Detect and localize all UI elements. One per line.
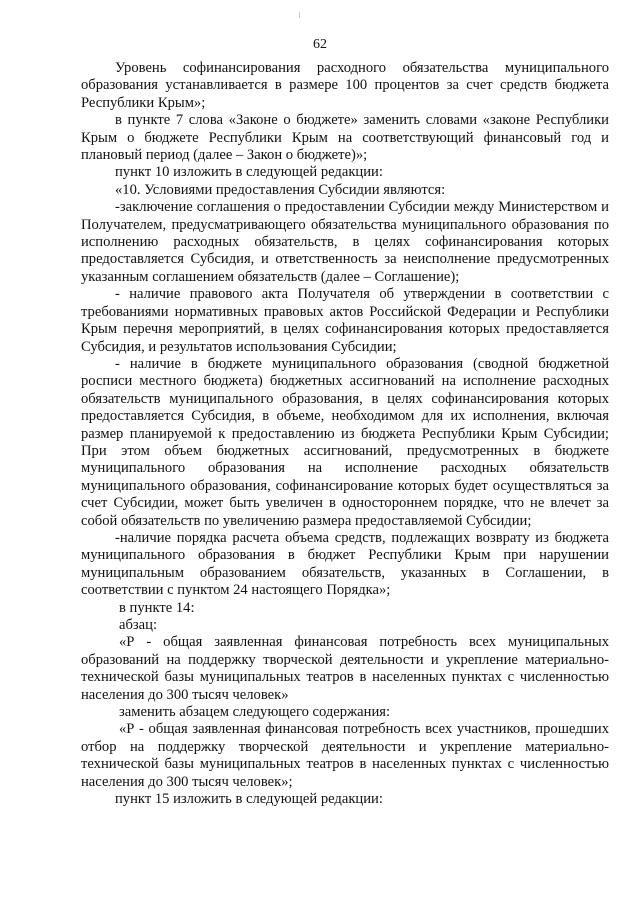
paragraph-replace-intro: заменить абзацем следующего содержания: (119, 704, 391, 721)
paragraph-new-formula-text: «Р - общая заявленная финансовая потребность всех участников, прошедших отбор на поддержку творческой деятельности и укрепление материально-технической базы муниципальных театров в населенных пунктах с численностью населения до 300 тысяч человек»; (81, 721, 609, 790)
paragraph-refund-condition: -наличие порядка расчета объема средств, подлежащих возврату из бюджета муниципального образования в бюджет Республики Крым при нарушении муниципальным образованием обязательств, указанных в Соглашении, в соответствии с пунктом 24 настоящего Порядка»; (81, 529, 609, 599)
paragraph-legal-act-condition: - наличие правового акта Получателя об утверждении в соответствии с требованиями нормативных правовых актов Российской Федерации и Республики Крым перечня мероприятий, в целях софинансирования которых предоставляется Субсидия, и результатов использования Субсидии; (81, 286, 609, 355)
paragraph-agreement-condition: -заключение соглашения о предоставлении Субсидии между Министерством и Получателем, предусматривающего обязательства муниципального образования по исполнению расходных обязательств, в целях софинансирования которых предоставляется Субсидия, и ответственность за неисполнение предусмотренных указанным соглашением обязательств (далее – Соглашение); (81, 199, 609, 285)
paragraph-conditions-heading: «10. Условиями предоставления Субсидии являются: (115, 181, 446, 198)
paragraph-budget-condition: - наличие в бюджете муниципального образования (сводной бюджетной росписи местного бюджета) бюджетных ассигнований на исполнение расходных обязательств муниципального образования, в целях софинансирования которых предоставляется Субсидия, в объеме, необходимом для их исполнения, включая размер планируемой к предоставлению из бюджета Республики Крым Субсидии; При этом объем бюджетных ассигнований, предусмотренных в бюджете муниципального образования на исполнение расходных обязательств муниципального образования, софинансирование которых будет осуществляться за счет Субсидии, может быть увеличен в одностороннем порядке, что не влечет за собой обязательств по увеличению размера предоставляемой Субсидии; (81, 355, 609, 529)
paragraph-cofinancing-level: Уровень софинансирования расходного обязательства муниципального образования устанавливается в размере 100 процентов за счет средств бюджета Республики Крым»; (81, 60, 609, 111)
paragraph-abzac: абзац: (119, 617, 158, 633)
paragraph-point-14: в пункте 14: (119, 599, 195, 616)
page-number: 62 (313, 37, 327, 52)
document-body (81, 60, 609, 808)
paragraph-old-formula-text: «Р - общая заявленная финансовая потребность всех муниципальных образований на поддержку творческой деятельности и укрепление материально-технической базы муниципальных театров в населенных пунктах с численностью населения до 300 тысяч человек» (81, 634, 609, 703)
paragraph-point-15: пункт 15 изложить в следующей редакции: (115, 791, 383, 808)
paragraph-point-7: в пункте 7 слова «Законе о бюджете» заменить словами «законе Республики Крым о бюджете Республики Крым на соответствующий финансовый год и плановый период (далее – Закон о бюджете)»; (81, 112, 609, 164)
paragraph-point-10-intro: пункт 10 изложить в следующей редакции: (115, 164, 383, 181)
scan-mark (299, 12, 300, 18)
